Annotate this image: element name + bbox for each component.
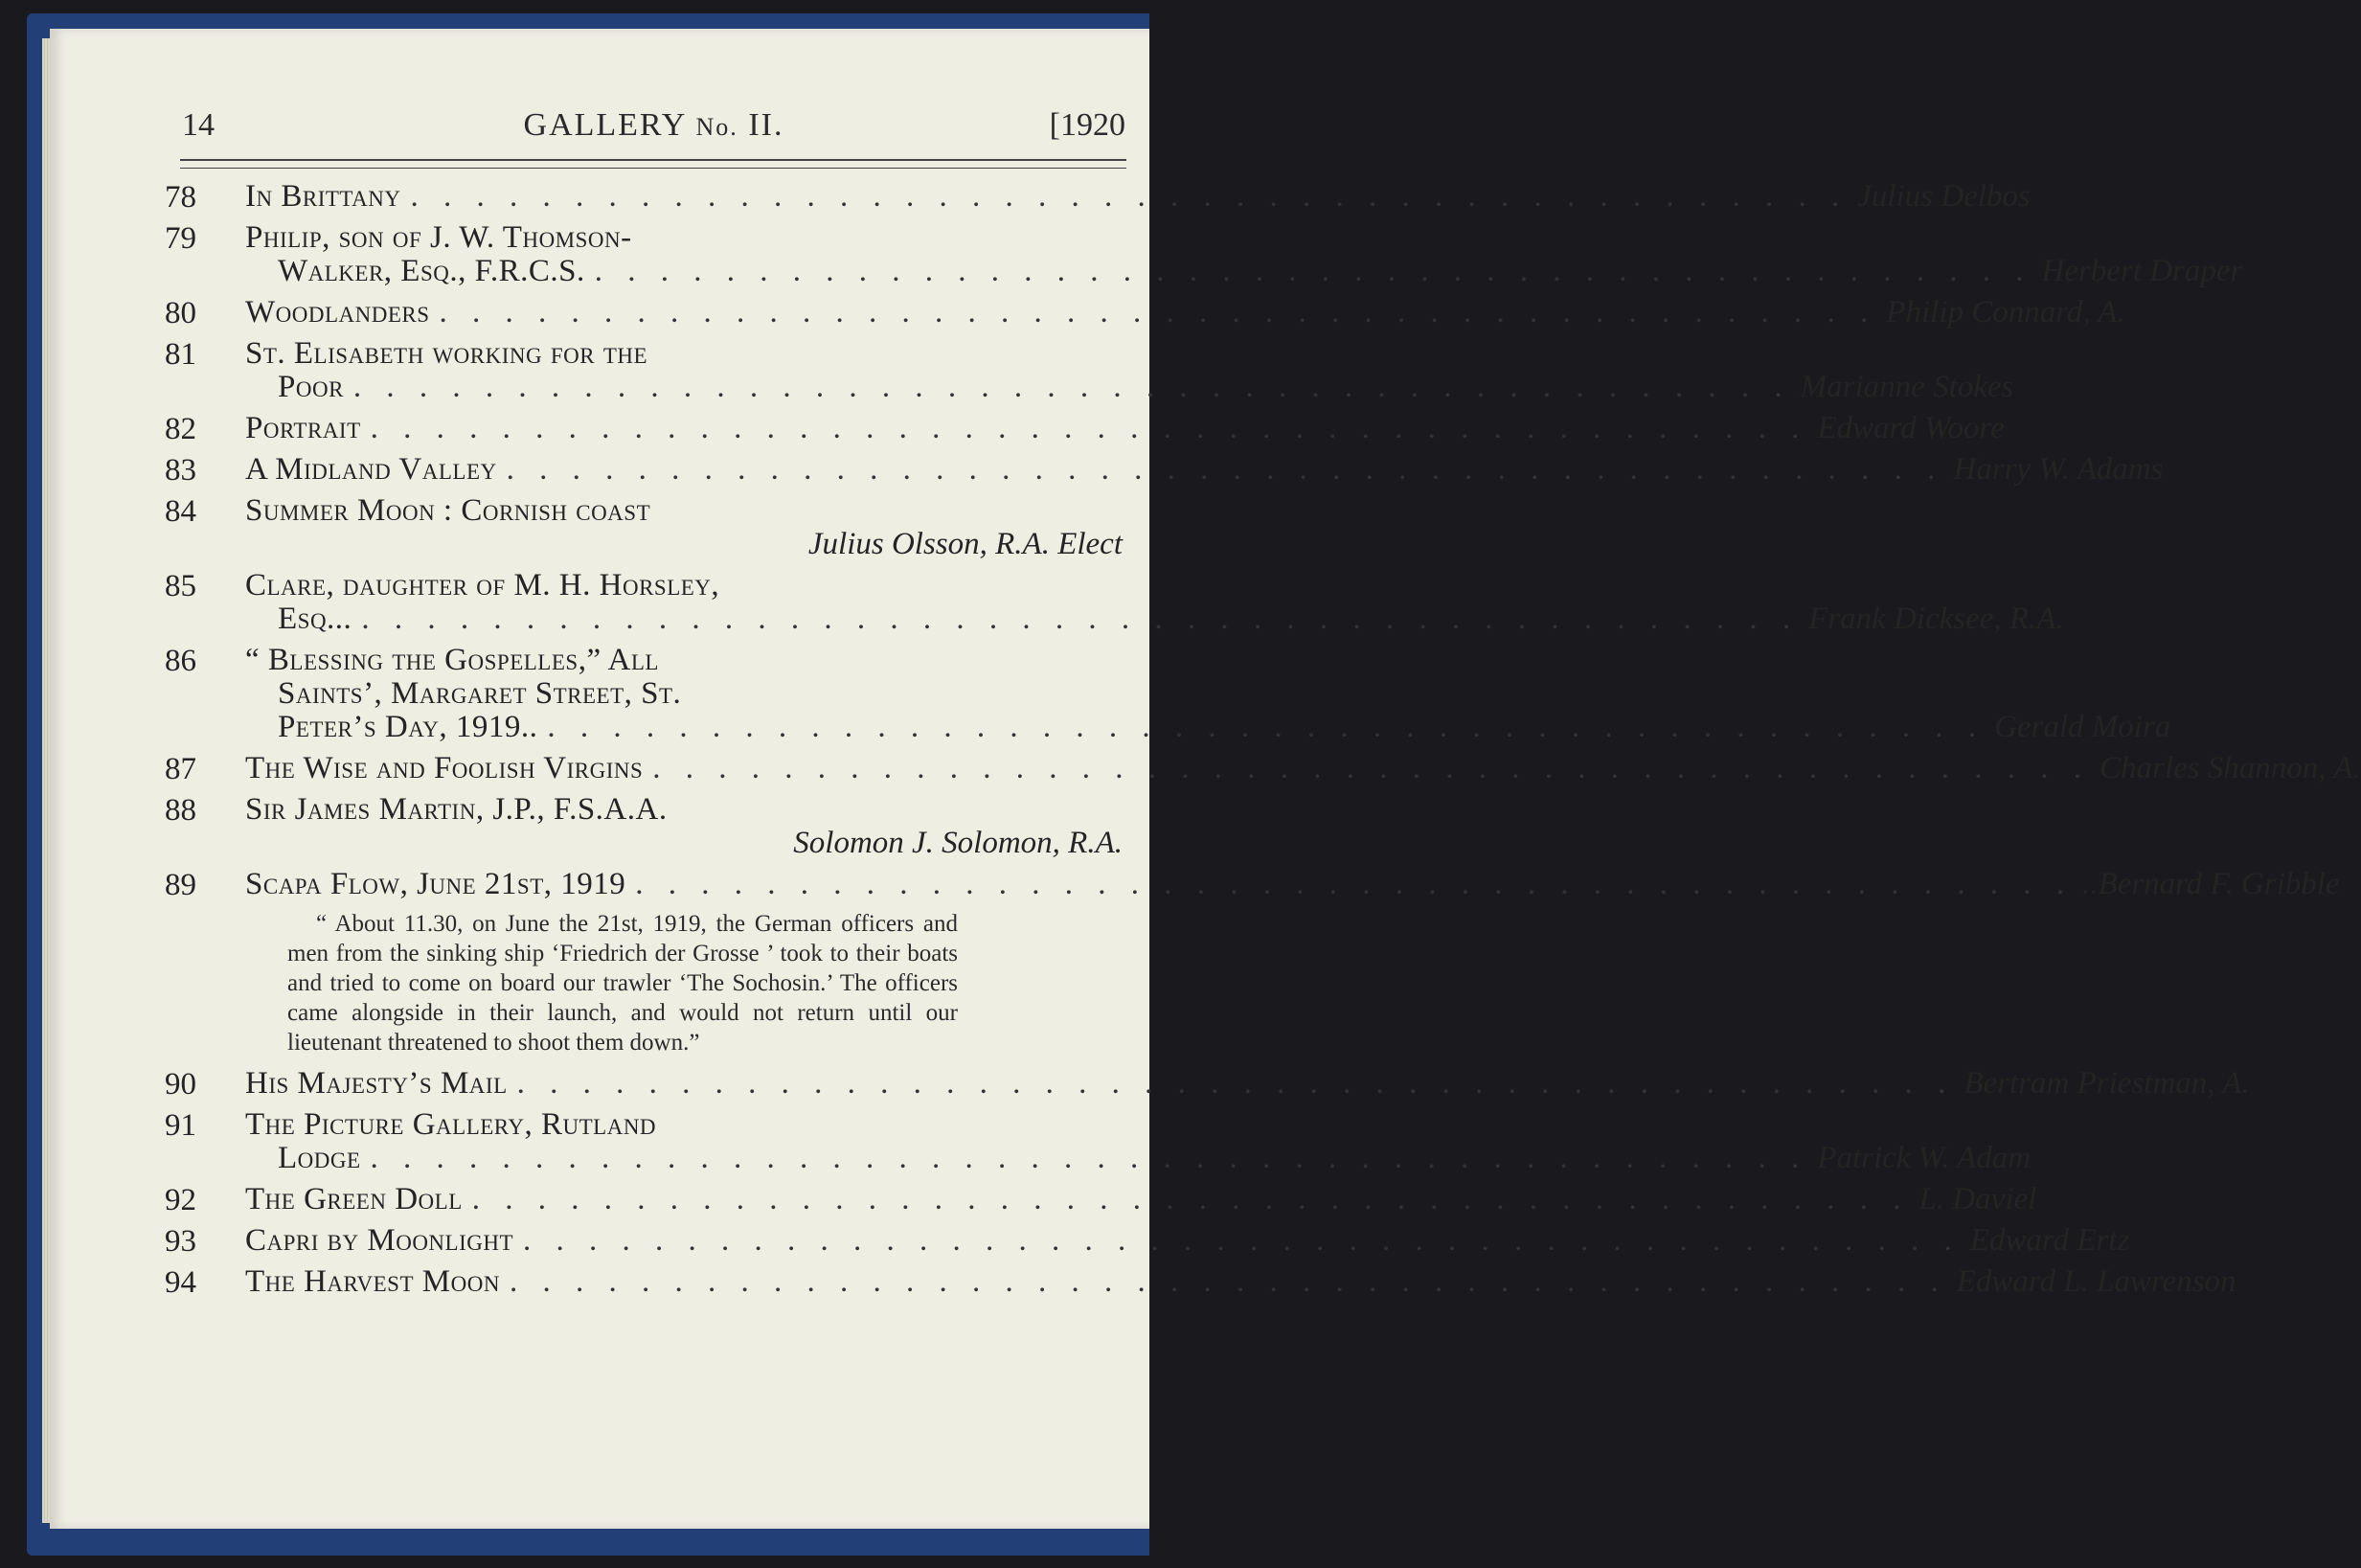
entry-line <box>245 1182 2037 1216</box>
entry-title: “ Blessing the Gospelles,” All <box>245 643 659 677</box>
entry-line <box>245 793 1123 827</box>
entry-line <box>278 677 1123 711</box>
catalogue-entry <box>165 1066 2250 1102</box>
catalogue-entry <box>165 643 2171 744</box>
entry-line <box>245 337 1123 371</box>
catalogue-entry <box>165 411 2005 446</box>
running-header <box>182 107 1125 155</box>
entry-number: 92 <box>165 1183 196 1217</box>
entry-title: Clare, daughter of M. H. Horsley, <box>245 568 720 602</box>
entry-number: 89 <box>165 868 196 902</box>
entry-title: In Brittany <box>245 179 401 214</box>
entry-line <box>278 370 2014 404</box>
entry-number: 93 <box>165 1224 196 1259</box>
entry-quote: “ About 11.30, on June the 21st, 1919, the German officers and men from the sinking ship ‘Friedrich der Grosse ’ took to their boats and tried to come on board our trawler ‘The Sochosin.’ The officers came alongside in their launch, and would not return until our lieutenant threatened to shoot them down.” <box>287 911 958 1056</box>
entry-line <box>245 1066 2250 1101</box>
leader-dots: . . . . . . . . . . . . . . . . . . . . . . . . . . . . . . . . . . . . . . . . . . . . <box>506 452 1944 487</box>
catalogue-entry <box>165 295 2125 330</box>
entry-line <box>278 254 2243 288</box>
artist-name: Julius Delbos <box>1857 179 2031 214</box>
catalogue-entry <box>165 220 2243 288</box>
entry-number: 83 <box>165 453 196 488</box>
catalogue-list <box>165 179 2361 1307</box>
leader-dots: . . . . . . . . . . . . . . . . . . . . . . . . . . . . . . . . . . . . . . . . . . . . <box>439 295 1877 330</box>
entry-title: Esq... <box>278 602 352 636</box>
entry-number: 91 <box>165 1108 196 1143</box>
entry-line <box>245 411 2005 445</box>
entry-title: Poor <box>278 370 344 404</box>
catalogue-entry <box>165 793 1123 860</box>
entry-line <box>245 1264 2236 1299</box>
artist-name: Edward Ertz <box>1969 1223 2130 1258</box>
leader-dots: . . . . . . . . . . . . . . . . . . . . . . . . . . . . . . . . . . . . . . . . . . . . <box>523 1223 1961 1258</box>
entry-title: Lodge <box>278 1141 361 1175</box>
entry-title: Scapa Flow, June 21st, 1919 <box>245 867 626 901</box>
entry-number: 85 <box>165 569 196 603</box>
entry-title: His Majesty’s Mail <box>245 1066 508 1101</box>
entry-title: Philip, son of J. W. Thomson- <box>245 220 632 255</box>
leader-dots: . . . . . . . . . . . . . . . . . . . . . . . . . . . . . . . . . . . . . . . . . . . . <box>547 710 1986 744</box>
entry-line <box>278 1141 2032 1175</box>
catalogue-entry <box>165 452 2164 488</box>
catalogue-entry <box>165 751 2361 786</box>
catalogue-entry <box>165 1264 2236 1300</box>
entry-number: 87 <box>165 752 196 786</box>
artist-name: Herbert Draper <box>2041 254 2243 288</box>
entry-title: A Midland Valley <box>245 452 497 487</box>
artist-name: Bertram Priestman, A. <box>1964 1066 2250 1101</box>
artist-name: Charles Shannon, A. <box>2100 751 2361 785</box>
artist-name: Frank Dicksee, R.A. <box>1808 602 2064 636</box>
entry-line <box>245 751 2361 785</box>
entry-line <box>278 710 2171 744</box>
entry-number: 94 <box>165 1265 196 1300</box>
entry-title: Sir James Martin, J.P., F.S.A.A. <box>245 792 668 827</box>
entry-title: Woodlanders <box>245 295 430 330</box>
leader-dots: . . . . . . . . . . . . . . . . . . . . . . . . . . . . . . . . . . . . . . . . . . . . <box>652 751 2091 785</box>
entry-title: Portrait <box>245 411 361 445</box>
artist-name: Marianne Stokes <box>1800 370 2014 404</box>
entry-line <box>245 179 2031 214</box>
entry-title: Capri by Moonlight <box>245 1223 514 1258</box>
entry-title: The Wise and Foolish Virgins <box>245 751 644 785</box>
catalogue-entry <box>165 336 2014 404</box>
catalogue-entry <box>165 494 1123 561</box>
catalogue-entry <box>165 1182 2037 1217</box>
artist-name: Philip Connard, A. <box>1886 295 2125 330</box>
entry-number: 90 <box>165 1067 196 1102</box>
entry-line <box>278 602 2064 636</box>
entry-title: The Green Doll <box>245 1182 463 1216</box>
entry-line <box>245 867 2340 901</box>
leader-dots: . . . . . . . . . . . . . . . . . . . . . . . . . . . . . . . . . . . . . . . . . . . . <box>635 867 2074 901</box>
entry-title: The Picture Gallery, Rutland <box>245 1107 657 1142</box>
entry-line <box>245 452 2164 487</box>
leader-dots: . . . . . . . . . . . . . . . . . . . . . . . . . . . . . . . . . . . . . . . . . . . . <box>516 1066 1955 1101</box>
title-gallery: GALLERY <box>523 107 687 143</box>
catalogue-entry <box>165 568 2064 636</box>
catalogue-entry <box>165 1223 2130 1259</box>
entry-title: The Harvest Moon <box>245 1264 500 1299</box>
artist-name: Patrick W. Adam <box>1817 1141 2032 1175</box>
year-label: [1920 <box>1049 107 1125 143</box>
artist-name: Harry W. Adams <box>1953 452 2164 487</box>
entry-line <box>245 1108 1123 1142</box>
artist-name: L. Daviel <box>1918 1182 2037 1216</box>
catalogue-entry <box>165 1107 2032 1175</box>
entry-number: 80 <box>165 296 196 330</box>
catalogue-entry <box>165 867 2340 1057</box>
leader-dots: . . . . . . . . . . . . . . . . . . . . . . . . . . . . . . . . . . . . . . . . . . . . <box>410 179 1849 214</box>
leader-dots: . . . . . . . . . . . . . . . . . . . . . . . . . . . . . . . . . . . . . . . . . . . . <box>361 602 1800 636</box>
entry-title: Walker, Esq., F.R.C.S. <box>278 254 585 288</box>
leader-dots: . . . . . . . . . . . . . . . . . . . . . . . . . . . . . . . . . . . . . . . . . . . . <box>370 1141 1808 1175</box>
header-rule <box>180 159 1126 169</box>
entry-number: 81 <box>165 337 196 372</box>
entry-line <box>245 494 1123 528</box>
leader-dots: . . . . . . . . . . . . . . . . . . . . . . . . . . . . . . . . . . . . . . . . . . . . <box>370 411 1808 445</box>
entry-number: 78 <box>165 180 196 215</box>
entry-line <box>245 1223 2130 1258</box>
artist-name: Edward L. Lawrenson <box>1956 1264 2236 1299</box>
entry-number: 79 <box>165 221 196 256</box>
entry-number: 88 <box>165 793 196 828</box>
entry-number: 86 <box>165 644 196 678</box>
leader-dots: . . . . . . . . . . . . . . . . . . . . . . . . . . . . . . . . . . . . . . . . . . . . <box>471 1182 1910 1216</box>
entry-line <box>245 569 1123 602</box>
entry-title: Saints’, Margaret Street, St. <box>278 676 682 711</box>
catalogue-entry <box>165 179 2031 215</box>
entry-title: Summer Moon : Cornish coast <box>245 493 651 528</box>
entry-number: 82 <box>165 412 196 446</box>
title-number: II. <box>748 107 784 143</box>
entry-title: St. Elisabeth working for the <box>245 336 648 371</box>
artist-name: Edward Woore <box>1817 411 2005 445</box>
leader-dots: . . . . . . . . . . . . . . . . . . . . . . . . . . . . . . . . . . . . . . . . . . . . <box>509 1264 1947 1299</box>
entry-line <box>245 644 1123 677</box>
leader-dots: . . . . . . . . . . . . . . . . . . . . . . . . . . . . . . . . . . . . . . . . . . . . <box>352 370 1791 404</box>
entry-title: Peter’s Day, 1919.. <box>278 710 538 744</box>
entry-line <box>245 221 1123 255</box>
entry-line <box>245 295 2125 330</box>
artist-name: Solomon J. Solomon, R.A. <box>793 826 1123 860</box>
page-title <box>182 107 1125 144</box>
artist-name: Julius Olsson, R.A. Elect <box>807 527 1123 561</box>
leader-dots: . . . . . . . . . . . . . . . . . . . . . . . . . . . . . . . . . . . . . . . . . . . . <box>594 254 2032 288</box>
entry-number: 84 <box>165 494 196 529</box>
artist-name: ..Bernard F. Gribble <box>2082 867 2340 901</box>
page-number: 14 <box>182 107 215 143</box>
artist-name: Gerald Moira <box>1994 710 2171 744</box>
title-no: No. <box>695 113 738 141</box>
